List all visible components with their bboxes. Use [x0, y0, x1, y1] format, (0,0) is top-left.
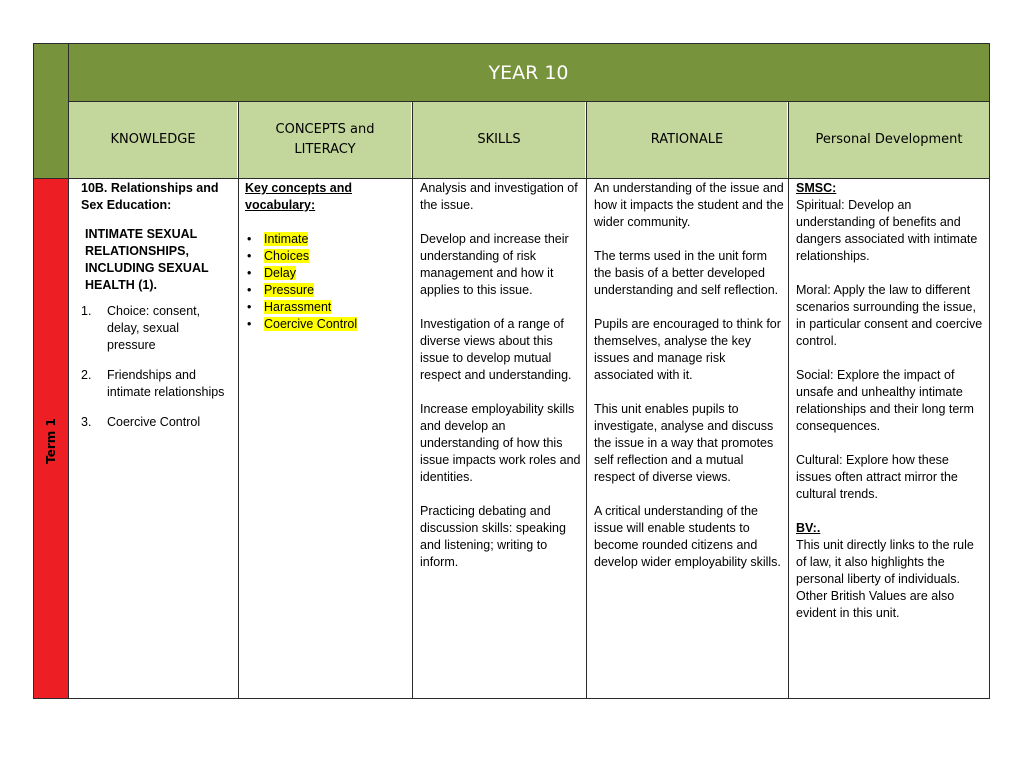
skills-cell	[420, 180, 582, 571]
divider	[34, 178, 989, 179]
topic-title: INTIMATE SEXUAL RELATIONSHIPS, INCLUDING SEXUAL HEALTH (1).	[85, 227, 209, 292]
knowledge-cell	[81, 180, 231, 444]
header-knowledge: KNOWLEDGE	[69, 102, 237, 178]
list-item: • Intimate	[247, 232, 309, 246]
list-item: • Pressure	[247, 283, 315, 297]
moral-text: Moral: Apply the law to different scenarios surrounding the issue, in particular consent and coercive control.	[796, 283, 983, 348]
bv-heading: BV:.	[796, 521, 821, 535]
skills-paragraph: Investigation of a range of diverse views about this issue to develop mutual respect and understanding.	[420, 317, 572, 382]
header-concepts: CONCEPTS and LITERACY	[239, 102, 411, 178]
list-item: 2. Friendships and intimate relationships	[81, 368, 225, 399]
divider	[788, 101, 789, 698]
header-skills: SKILLS	[413, 102, 585, 178]
list-item: 3. Coercive Control	[81, 415, 201, 429]
list-item: • Delay	[247, 266, 296, 280]
bv-text: This unit directly links to the rule of law, it also highlights the personal liberty of individuals. Other British Values are also evident in this unit.	[796, 538, 974, 620]
header-personal-development: Personal Development	[789, 102, 989, 178]
skills-paragraph: Increase employability skills and develop an understanding of how this issue impacts work roles and identities.	[420, 402, 581, 484]
corner-cell	[34, 44, 68, 178]
divider	[68, 101, 989, 102]
spiritual-text: Spiritual: Develop an understanding of benefits and dangers associated with intimate relationships.	[796, 198, 978, 263]
divider	[238, 101, 239, 698]
vocab-list	[245, 231, 405, 333]
divider	[586, 101, 587, 698]
rationale-cell	[594, 180, 784, 571]
social-text: Social: Explore the impact of unsafe and unhealthy intimate relationships and their long term consequences.	[796, 368, 974, 433]
rationale-paragraph: This unit enables pupils to investigate, analyse and discuss the issue in a way that promotes self reflection and a mutual respect of diverse views.	[594, 402, 774, 484]
header-rationale: RATIONALE	[587, 102, 787, 178]
term-label: Term 1	[44, 418, 58, 464]
divider	[412, 101, 413, 698]
concepts-cell	[245, 180, 405, 333]
cultural-text: Cultural: Explore how these issues often attract mirror the cultural trends.	[796, 453, 958, 501]
divider	[68, 44, 69, 698]
skills-paragraph: Practicing debating and discussion skills: speaking and listening; writing to inform.	[420, 504, 566, 569]
list-item: • Choices	[247, 249, 310, 263]
skills-paragraph: Develop and increase their understanding of risk management and how it applies to this issue.	[420, 232, 569, 297]
term-cell	[34, 179, 68, 698]
rationale-paragraph: An understanding of the issue and how it impacts the student and the wider community.	[594, 181, 784, 229]
curriculum-table	[33, 43, 990, 699]
personal-development-cell	[796, 180, 986, 622]
list-item: 1. Choice: consent, delay, sexual pressure	[81, 304, 201, 352]
topic-list	[81, 303, 231, 431]
rationale-paragraph: The terms used in the unit form the basis of a better developed understanding and self reflection.	[594, 249, 779, 297]
list-item: • Coercive Control	[247, 317, 358, 331]
year-banner	[68, 44, 989, 101]
unit-title: 10B. Relationships and Sex Education:	[81, 181, 219, 212]
list-item: • Harassment	[247, 300, 332, 314]
rationale-paragraph: Pupils are encouraged to think for themselves, analyse the key issues and manage risk associated with it.	[594, 317, 781, 382]
year-title: YEAR 10	[488, 61, 569, 84]
skills-paragraph: Analysis and investigation of the issue.	[420, 181, 578, 212]
rationale-paragraph: A critical understanding of the issue will enable students to become rounded citizens and develop wider employability skills.	[594, 504, 781, 569]
smsc-heading: SMSC:	[796, 181, 837, 195]
concepts-heading: Key concepts and vocabulary:	[245, 181, 352, 212]
